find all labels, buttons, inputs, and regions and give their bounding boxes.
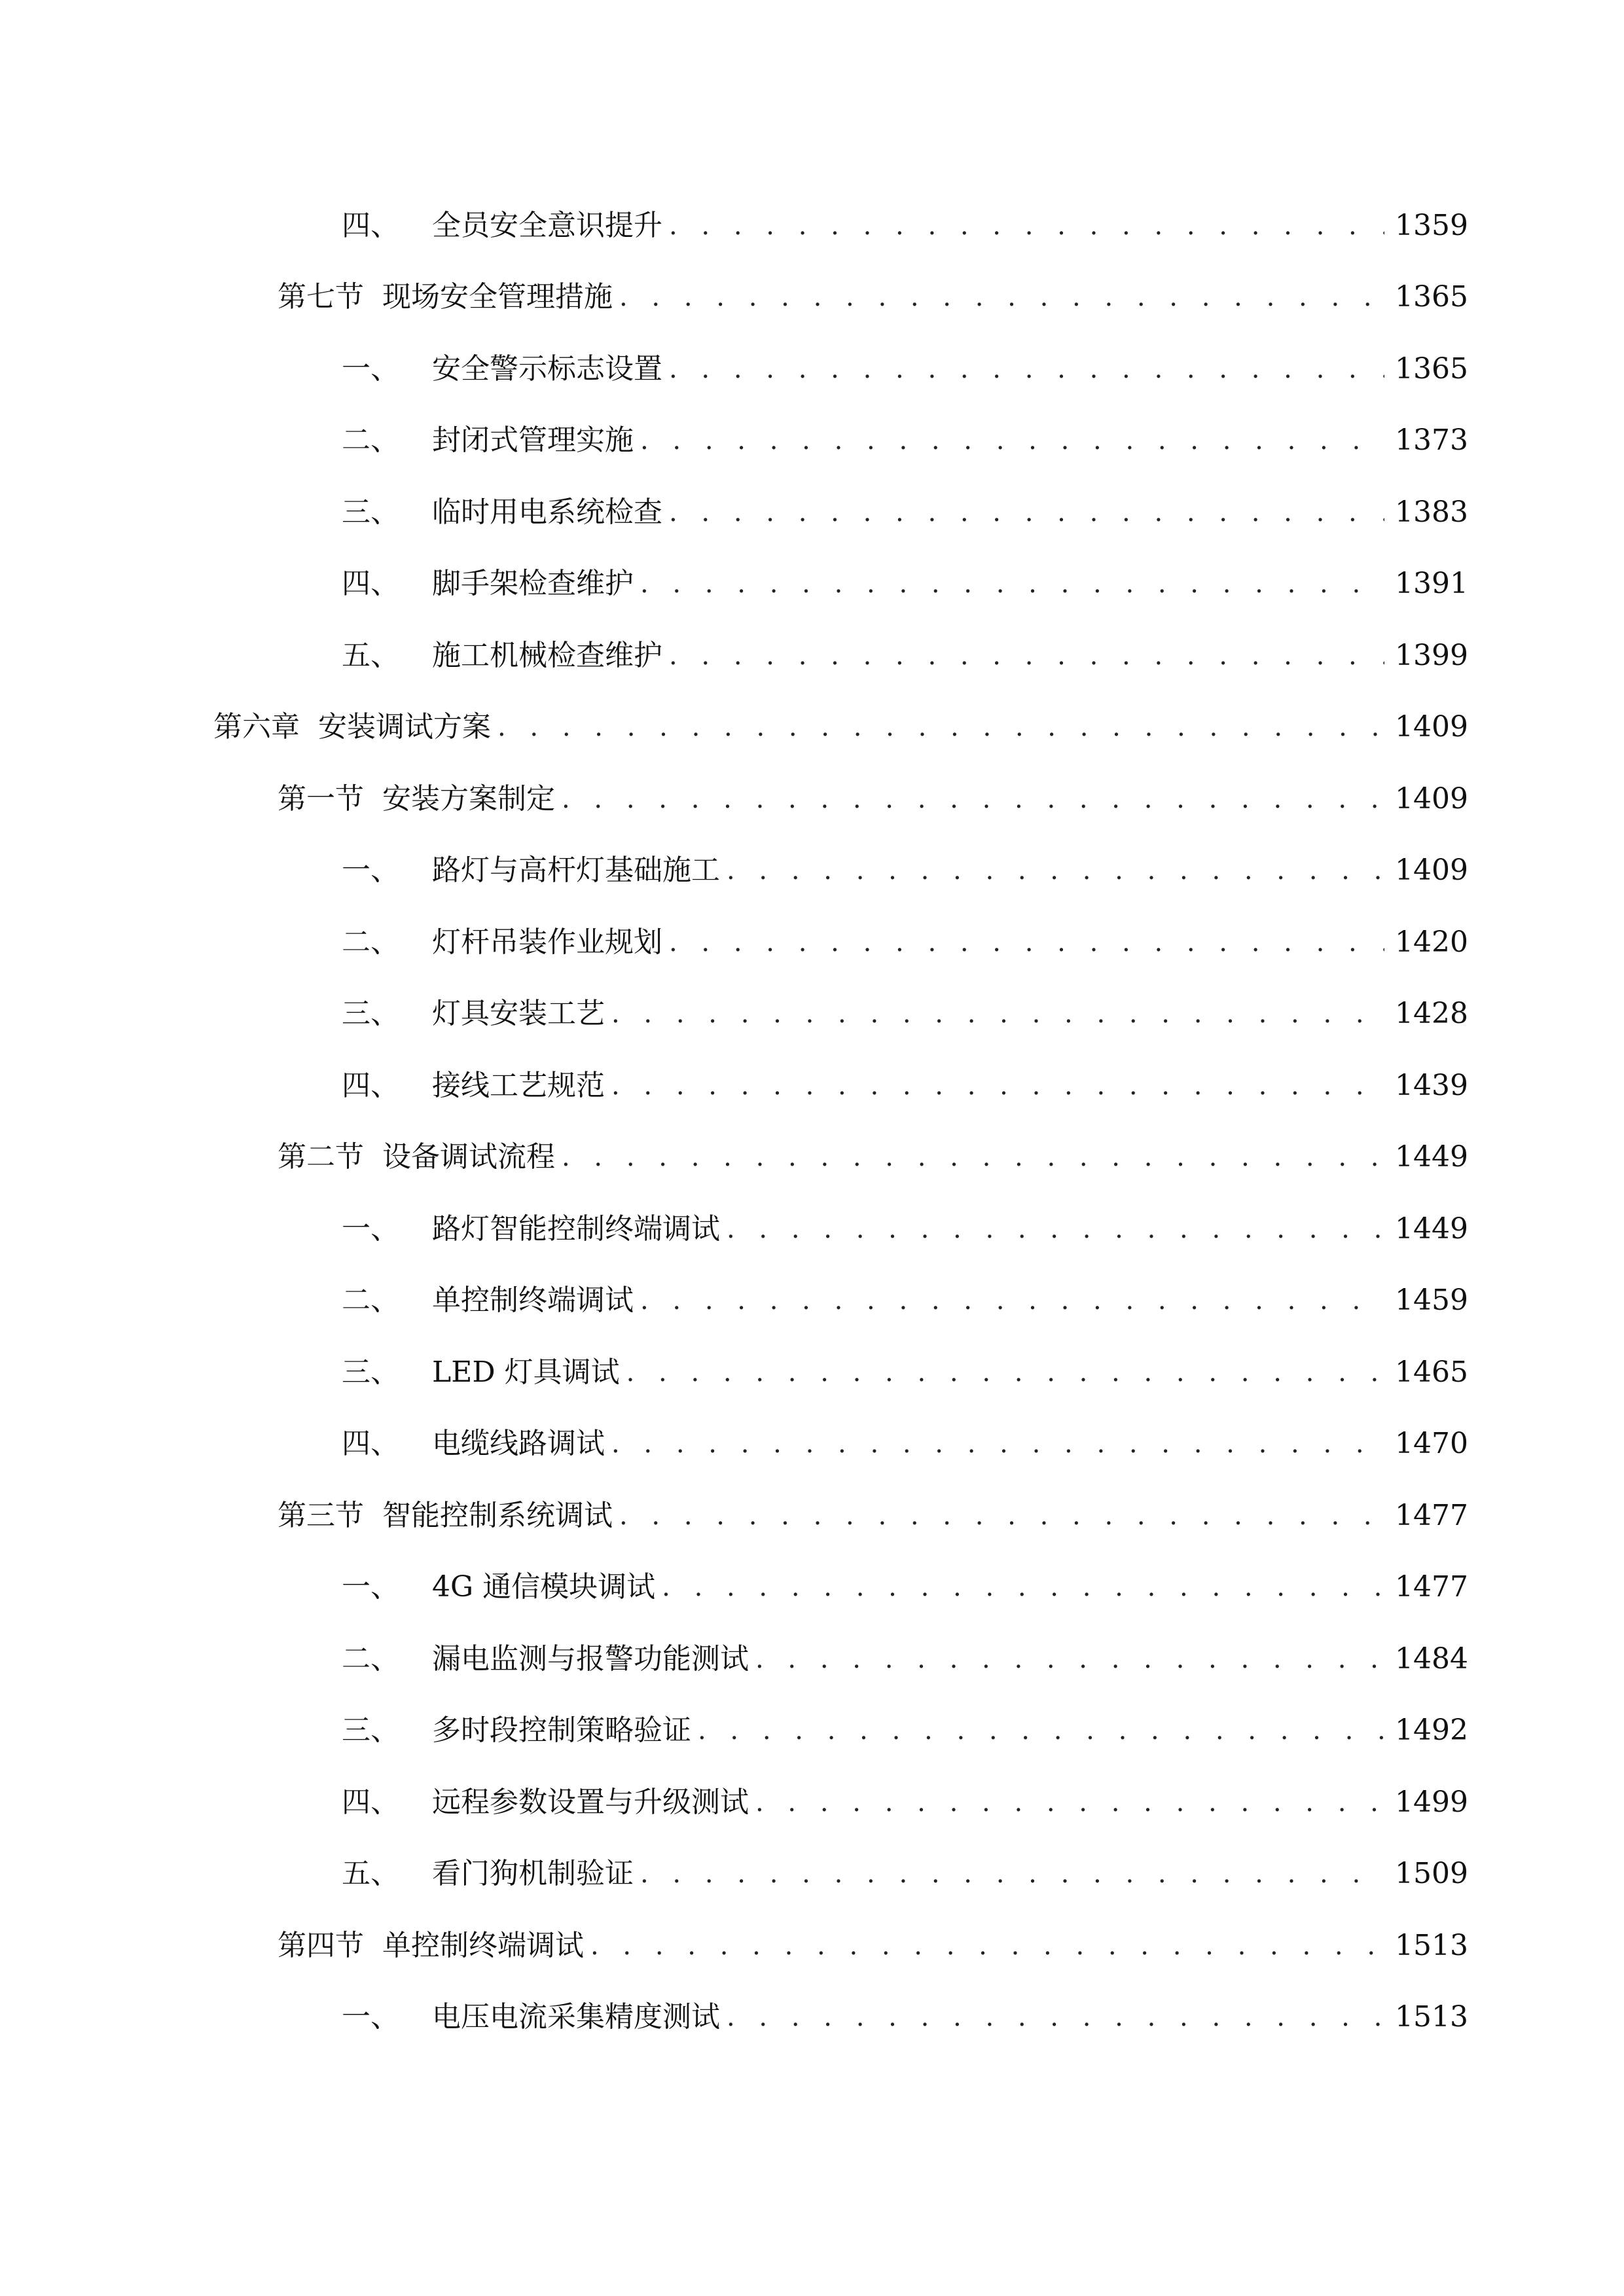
toc-entry-page-number: 1359 bbox=[1395, 208, 1468, 242]
toc-entry-page-number: 1513 bbox=[1395, 2000, 1468, 2034]
toc-entry-page-number: 1365 bbox=[1395, 280, 1468, 314]
toc-entry[interactable] bbox=[0, 1552, 1624, 1624]
toc-entry[interactable] bbox=[0, 1193, 1624, 1265]
toc-dot-leader bbox=[662, 1574, 1384, 1600]
toc-entry-title: 路灯与高杆灯基础施工 bbox=[432, 853, 720, 888]
toc-entry-title: 多时段控制策略验证 bbox=[432, 1713, 691, 1748]
toc-entry[interactable] bbox=[0, 333, 1624, 405]
toc-entry-page-number: 1477 bbox=[1395, 1570, 1468, 1604]
toc-dot-leader bbox=[611, 1431, 1384, 1457]
toc-entry-title: 安装调试方案 bbox=[318, 710, 491, 744]
toc-entry-title: 灯杆吊装作业规划 bbox=[432, 925, 662, 959]
toc-entry-title: 安装方案制定 bbox=[382, 781, 555, 816]
toc-entry-number: 二、 bbox=[342, 423, 399, 457]
toc-entry-number: 第六章 bbox=[213, 710, 300, 744]
toc-dot-leader bbox=[619, 284, 1384, 310]
toc-entry-page-number: 1409 bbox=[1395, 853, 1468, 888]
toc-entry-number: 五、 bbox=[342, 638, 399, 672]
toc-entry-title: 电缆线路调试 bbox=[432, 1427, 605, 1461]
toc-entry[interactable] bbox=[0, 1982, 1624, 2054]
toc-entry-number: 第七节 bbox=[278, 280, 364, 314]
toc-entry[interactable] bbox=[0, 620, 1624, 692]
toc-entry-title: 路灯智能控制终端调试 bbox=[432, 1211, 720, 1246]
toc-entry-page-number: 1439 bbox=[1395, 1068, 1468, 1102]
toc-entry[interactable] bbox=[0, 906, 1624, 978]
toc-entry-page-number: 1449 bbox=[1395, 1140, 1468, 1174]
toc-entry[interactable] bbox=[0, 1265, 1624, 1337]
toc-entry-title: 安全警示标志设置 bbox=[432, 351, 662, 386]
toc-entry-title: LED 灯具调试 bbox=[432, 1355, 620, 1389]
toc-dot-leader bbox=[611, 1001, 1384, 1027]
toc-entry[interactable] bbox=[0, 1480, 1624, 1552]
toc-dot-leader bbox=[669, 356, 1384, 382]
toc-entry-page-number: 1509 bbox=[1395, 1857, 1468, 1891]
table-of-contents bbox=[0, 190, 1624, 2053]
toc-entry[interactable] bbox=[0, 1839, 1624, 1910]
toc-entry-page-number: 1428 bbox=[1395, 997, 1468, 1031]
toc-entry-number: 五、 bbox=[342, 1857, 399, 1891]
toc-entry-title: 看门狗机制验证 bbox=[432, 1857, 634, 1891]
toc-entry[interactable] bbox=[0, 548, 1624, 620]
toc-entry-title: 临时用电系统检查 bbox=[432, 495, 662, 529]
toc-entry[interactable] bbox=[0, 1910, 1624, 1982]
toc-entry-number: 三、 bbox=[342, 495, 399, 529]
toc-entry-number: 一、 bbox=[342, 351, 399, 386]
toc-entry-number: 第四节 bbox=[278, 1928, 364, 1962]
toc-entry-page-number: 1420 bbox=[1395, 925, 1468, 959]
toc-entry-page-number: 1409 bbox=[1395, 781, 1468, 816]
toc-entry-page-number: 1470 bbox=[1395, 1427, 1468, 1461]
toc-dot-leader bbox=[698, 1717, 1384, 1744]
toc-dot-leader bbox=[640, 571, 1384, 597]
toc-entry-title: 现场安全管理措施 bbox=[382, 280, 613, 314]
toc-entry-number: 第一节 bbox=[278, 781, 364, 816]
toc-entry[interactable] bbox=[0, 190, 1624, 262]
toc-entry-title: 施工机械检查维护 bbox=[432, 638, 662, 672]
toc-entry-number: 一、 bbox=[342, 1211, 399, 1246]
toc-dot-leader bbox=[640, 1287, 1384, 1314]
toc-chapter-entry[interactable] bbox=[0, 692, 1624, 764]
toc-dot-leader bbox=[590, 1933, 1384, 1959]
toc-dot-leader bbox=[562, 1144, 1384, 1170]
toc-dot-leader bbox=[669, 499, 1384, 526]
toc-dot-leader bbox=[727, 857, 1384, 884]
toc-entry-number: 一、 bbox=[342, 2000, 399, 2034]
toc-entry-page-number: 1513 bbox=[1395, 1928, 1468, 1962]
toc-entry[interactable] bbox=[0, 763, 1624, 835]
toc-entry-number: 三、 bbox=[342, 997, 399, 1031]
toc-entry-page-number: 1484 bbox=[1395, 1641, 1468, 1676]
toc-entry-number: 四、 bbox=[342, 1068, 399, 1102]
toc-entry-title: 4G 通信模块调试 bbox=[432, 1570, 656, 1604]
toc-entry-page-number: 1365 bbox=[1395, 351, 1468, 386]
toc-entry-number: 四、 bbox=[342, 208, 399, 242]
toc-entry[interactable] bbox=[0, 1695, 1624, 1767]
toc-entry-title: 单控制终端调试 bbox=[382, 1928, 584, 1962]
toc-dot-leader bbox=[669, 929, 1384, 956]
toc-entry-number: 四、 bbox=[342, 1427, 399, 1461]
toc-entry[interactable] bbox=[0, 835, 1624, 907]
toc-dot-leader bbox=[626, 1359, 1384, 1386]
toc-dot-leader bbox=[640, 427, 1384, 454]
toc-entry-page-number: 1449 bbox=[1395, 1211, 1468, 1246]
toc-entry-number: 四、 bbox=[342, 567, 399, 601]
toc-entry-title: 单控制终端调试 bbox=[432, 1283, 634, 1318]
toc-dot-leader bbox=[755, 1789, 1384, 1816]
toc-entry-number: 第二节 bbox=[278, 1140, 364, 1174]
toc-entry[interactable] bbox=[0, 1336, 1624, 1408]
toc-dot-leader bbox=[611, 1073, 1384, 1099]
toc-entry[interactable] bbox=[0, 476, 1624, 548]
toc-entry-title: 封闭式管理实施 bbox=[432, 423, 634, 457]
toc-entry-number: 一、 bbox=[342, 1570, 399, 1604]
toc-entry-title: 智能控制系统调试 bbox=[382, 1498, 613, 1532]
toc-dot-leader bbox=[619, 1503, 1384, 1529]
toc-entry-number: 二、 bbox=[342, 1641, 399, 1676]
toc-entry-page-number: 1499 bbox=[1395, 1785, 1468, 1819]
toc-entry-number: 三、 bbox=[342, 1713, 399, 1748]
toc-entry-page-number: 1465 bbox=[1395, 1355, 1468, 1389]
toc-entry-title: 全员安全意识提升 bbox=[432, 208, 662, 242]
toc-entry-page-number: 1459 bbox=[1395, 1283, 1468, 1318]
toc-dot-leader bbox=[727, 1216, 1384, 1242]
toc-entry[interactable] bbox=[0, 262, 1624, 334]
toc-entry-page-number: 1477 bbox=[1395, 1498, 1468, 1532]
toc-entry-number: 第三节 bbox=[278, 1498, 364, 1532]
toc-entry-title: 接线工艺规范 bbox=[432, 1068, 605, 1102]
toc-entry-page-number: 1383 bbox=[1395, 495, 1468, 529]
toc-entry-page-number: 1391 bbox=[1395, 567, 1468, 601]
toc-entry-title: 远程参数设置与升级测试 bbox=[432, 1785, 749, 1819]
toc-entry-title: 漏电监测与报警功能测试 bbox=[432, 1641, 749, 1676]
toc-dot-leader bbox=[727, 2004, 1384, 2030]
toc-dot-leader bbox=[562, 786, 1384, 812]
toc-entry-page-number: 1409 bbox=[1395, 710, 1468, 744]
toc-entry-title: 电压电流采集精度测试 bbox=[432, 2000, 720, 2034]
toc-dot-leader bbox=[755, 1646, 1384, 1672]
toc-entry-page-number: 1373 bbox=[1395, 423, 1468, 457]
toc-entry[interactable] bbox=[0, 978, 1624, 1050]
toc-dot-leader bbox=[497, 714, 1384, 740]
toc-entry-page-number: 1492 bbox=[1395, 1713, 1468, 1748]
toc-entry[interactable] bbox=[0, 1408, 1624, 1480]
toc-entry-number: 二、 bbox=[342, 925, 399, 959]
toc-entry-title: 设备调试流程 bbox=[382, 1140, 555, 1174]
toc-entry-number: 二、 bbox=[342, 1283, 399, 1318]
toc-entry-number: 四、 bbox=[342, 1785, 399, 1819]
toc-entry[interactable] bbox=[0, 1050, 1624, 1122]
toc-dot-leader bbox=[669, 213, 1384, 239]
toc-entry-page-number: 1399 bbox=[1395, 638, 1468, 672]
toc-entry[interactable] bbox=[0, 1623, 1624, 1695]
toc-entry-title: 脚手架检查维护 bbox=[432, 567, 634, 601]
toc-entry-number: 三、 bbox=[342, 1355, 399, 1389]
toc-entry[interactable] bbox=[0, 405, 1624, 477]
toc-entry[interactable] bbox=[0, 1767, 1624, 1839]
toc-entry-number: 一、 bbox=[342, 853, 399, 888]
toc-entry[interactable] bbox=[0, 1122, 1624, 1194]
toc-dot-leader bbox=[669, 643, 1384, 669]
toc-entry-title: 灯具安装工艺 bbox=[432, 997, 605, 1031]
toc-dot-leader bbox=[640, 1861, 1384, 1887]
